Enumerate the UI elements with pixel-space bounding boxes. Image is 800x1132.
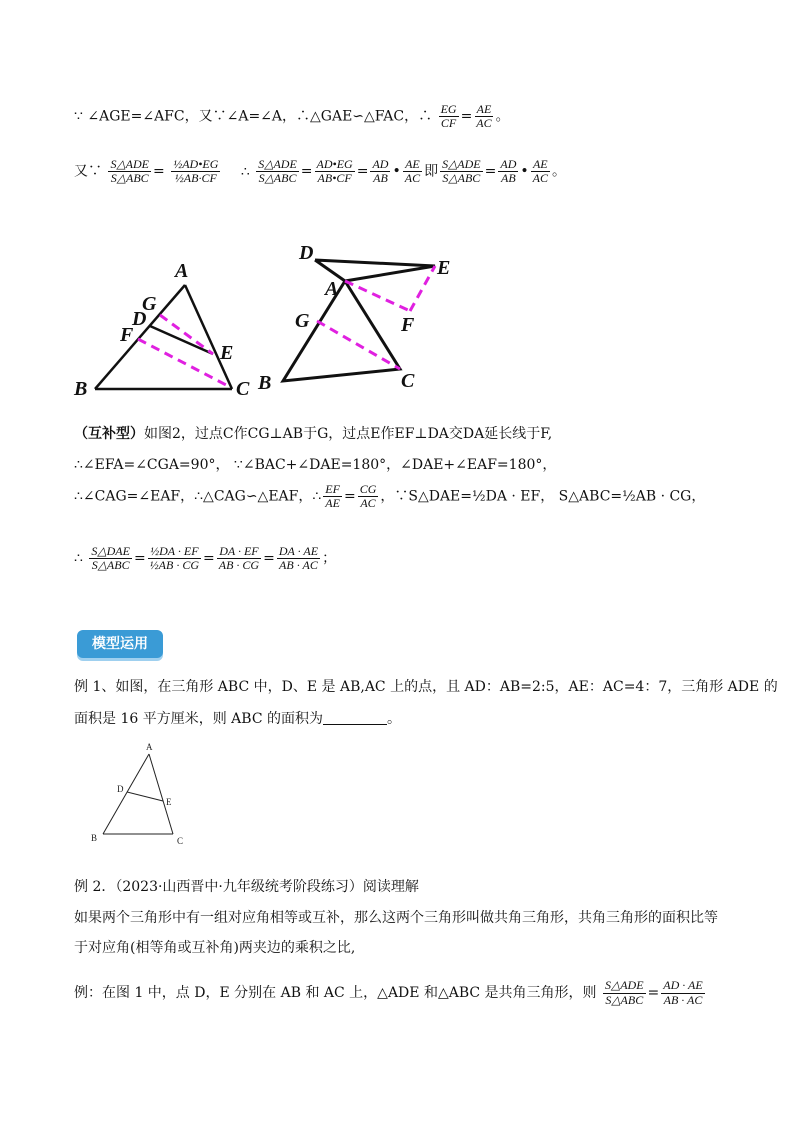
frac-num: AD•EG xyxy=(316,157,353,171)
dashed-gc xyxy=(317,321,400,369)
sabc-text: S△ABC= xyxy=(558,488,623,505)
segment-de xyxy=(150,326,213,354)
frac-den: AB · AC xyxy=(279,558,318,573)
fraction-r3b xyxy=(403,158,422,185)
side-ac xyxy=(149,754,173,834)
hubu-text: 如图2，过点C作CG⊥AB于G，过点E作EF⊥DA交DA延长线于F, xyxy=(144,426,553,442)
frac-num: S△ADE xyxy=(258,157,297,171)
side-ab xyxy=(103,754,149,834)
line-final-ratio: ∴ $\frac{\text{S△DAE}}{\text{S△ABC}}$ = $\frac{\text{½DA · EF}}{\text{½AB · CG}}$ = $\frac{DA \cdot EF}{AB \cdot CG}$ = $\frac{DA \cdot AE}{AB \cdot AC}$ ； xyxy=(74,544,337,573)
fraction-f2 xyxy=(148,545,201,572)
figure-3-triangle xyxy=(85,740,195,850)
half-1: ½ xyxy=(472,488,486,505)
fraction-r5b xyxy=(531,158,550,185)
fraction-eg-cf xyxy=(439,103,459,130)
line1-prefix: ∵ ∠AGE=∠AFC，又∵∠A=∠A，∴△GAE∽△FAC，∴ xyxy=(74,108,433,125)
period: 。 xyxy=(387,711,401,727)
frac-den: AC xyxy=(404,171,421,186)
period: 。 xyxy=(495,108,510,125)
ab-cg: AB · CG， xyxy=(635,488,706,505)
label-f: F xyxy=(401,314,415,336)
fraction-f1 xyxy=(89,545,132,572)
semicolon: ； xyxy=(322,550,337,567)
frac-den: AB xyxy=(373,171,388,186)
frac-num: AE xyxy=(476,102,492,116)
equals: = xyxy=(460,108,473,125)
therefore: ∴ xyxy=(240,163,250,180)
period: 。 xyxy=(551,163,566,180)
therefore: ∴ xyxy=(74,550,83,567)
model-application-badge: 模型运用 xyxy=(77,630,163,658)
example2-p3: 例：在图 1 中，点 D，E 分别在 AB 和 AC 上，△ADE 和△ABC 是共角三角形，则 $\frac{\text{S△ADE}}{\text{S△ABC}}$ = $\frac{AD \cdot AE}{AB \cdot AC}$ xyxy=(74,978,703,1007)
frac-den: S△ABC xyxy=(258,171,297,186)
sdae-text: ，∵S△DAE= xyxy=(380,488,473,505)
answer-blank[interactable] xyxy=(323,710,387,725)
label-c: C xyxy=(236,378,250,400)
side-ab xyxy=(95,285,185,389)
frac-num: ½DA · EF xyxy=(150,544,199,558)
example2-p1: 如果两个三角形中有一组对应角相等或互补，那么这两个三角形叫做共角三角形，共角三角形的面积比等 xyxy=(74,910,718,926)
da-ef: DA · EF， xyxy=(485,488,555,505)
label-a: A xyxy=(325,278,339,300)
frac-den: ½AB · CG xyxy=(149,558,200,573)
example2-p3-text: 例：在图 1 中，点 D，E 分别在 AB 和 AC 上，△ADE 和△ABC 是共角三角形，则 xyxy=(74,985,597,1001)
frac-num: AE xyxy=(405,157,420,171)
frac-num: EG xyxy=(440,102,457,116)
frac-den: AB · CG xyxy=(218,558,260,573)
frac-den: AC xyxy=(532,171,548,186)
fraction-ef-ae xyxy=(323,483,342,510)
fraction-f3 xyxy=(217,545,261,572)
frac-num: S△ADE xyxy=(442,157,481,171)
label-a: A xyxy=(175,260,189,282)
figure-1-triangle xyxy=(70,255,270,400)
frac-num: S△ADE xyxy=(110,157,150,171)
line-similar-agf xyxy=(74,103,510,130)
half-2: ½ xyxy=(622,488,636,505)
frac-num: DA · AE xyxy=(278,544,319,558)
segment-de xyxy=(127,792,163,801)
label-c: C xyxy=(401,370,415,392)
frac-num: S△ADE xyxy=(604,978,644,993)
fraction-f4 xyxy=(277,545,320,572)
frac-den: AC xyxy=(476,116,492,131)
dashed-ef xyxy=(410,266,435,311)
dashed-fc xyxy=(138,339,230,387)
label-d: D xyxy=(117,784,124,794)
frac-num: AD · AE xyxy=(663,978,703,993)
label-a: A xyxy=(146,742,153,752)
label-d: D xyxy=(299,242,314,264)
frac-num: AE xyxy=(532,157,548,171)
para-hubu xyxy=(74,423,552,443)
fraction-r3a xyxy=(370,158,390,185)
frac-den: ½AB·CF xyxy=(174,171,217,186)
figure-2-complementary xyxy=(255,235,485,395)
fraction-r2 xyxy=(315,158,355,185)
frac-den: S△ABC xyxy=(110,171,149,186)
frac-den: AE xyxy=(325,496,340,511)
frac-num: ½AD•EG xyxy=(173,157,219,171)
frac-num: S△DAE xyxy=(91,544,130,558)
label-g: G xyxy=(295,310,310,332)
fraction-r1 xyxy=(256,158,299,185)
example2-p2: 于对应角(相等角或互补角)两夹边的乘积之比, xyxy=(74,940,356,956)
label-e: E xyxy=(166,797,172,807)
line-cag: ∴∠CAG=∠EAF，∴△CAG∽△EAF，∴ $\frac{EF}{AE}$ = $\frac{CG}{AC}$ ，∵S△DAE=½DA · EF， S△ABC=½AB · CG， xyxy=(74,482,706,511)
fraction-ae-ac xyxy=(474,103,493,130)
line2-prefix: 又∵ xyxy=(74,163,102,180)
fraction-r5a xyxy=(498,158,518,185)
label-b: B xyxy=(258,372,272,394)
ji-word: 即 xyxy=(424,163,439,180)
frac-num: CG xyxy=(359,482,377,496)
label-d: D xyxy=(132,308,147,330)
label-e: E xyxy=(220,342,234,364)
example1-line1: 例 1、如图，在三角形 ABC 中，D、E 是 AB,AC 上的点，且 AD：AB=2:5，AE：AC=4：7，三角形 ADE 的 xyxy=(74,679,778,695)
example2-title: 例 2．（2023·山西晋中·九年级统考阶段练习）阅读理解 xyxy=(74,879,419,895)
frac-den: S△ABC xyxy=(91,558,130,573)
frac-den: S△ABC xyxy=(605,992,644,1007)
frac-den: AB · AC xyxy=(663,992,703,1007)
frac-den: CF xyxy=(440,116,457,131)
label-b: B xyxy=(74,378,88,400)
frac-num: DA · EF xyxy=(219,544,259,558)
frac-num: AD xyxy=(372,157,389,171)
line-area-ratio: 又∵ $\frac{\text{S△ADE}}{\text{S△ABC}}$ = $\frac{\text{½AD•EG}}{\text{½AB·CF}}$ ∴ $\frac{\text{S△ADE}}{\text{S△ABC}}$ = $\frac{AD•EG}{AB•CF}$ = $\frac{AD}{AB}$ • $\frac{AE}{AC}$ 即 $\frac{\text{S△ADE}}{\text{S△ABC}}$ = $\frac{AD}{AB}$ • $\frac{AE}{AC}$ 。 xyxy=(74,157,566,186)
hubu-title: （互补型） xyxy=(74,426,144,442)
frac-num: AD xyxy=(500,157,517,171)
label-c: C xyxy=(177,836,184,846)
frac-den: AC xyxy=(360,496,376,511)
frac-den: S△ABC xyxy=(442,171,481,186)
label-f: F xyxy=(120,324,134,346)
fraction-s-ratio xyxy=(603,979,646,1006)
example1-text: 面积是 16 平方厘米，则 ABC 的面积为 xyxy=(74,711,323,727)
fraction-r4 xyxy=(440,158,483,185)
cag-prefix: ∴∠CAG=∠EAF，∴△CAG∽△EAF，∴ xyxy=(74,488,322,505)
label-e: E xyxy=(437,257,451,279)
frac-den: AB•CF xyxy=(317,171,352,186)
fraction-half-product xyxy=(171,158,220,185)
frac-den: AB xyxy=(501,171,516,186)
fraction-lhs xyxy=(108,158,151,185)
frac-num: EF xyxy=(325,482,340,496)
label-b: B xyxy=(91,833,98,843)
fraction-product-ratio xyxy=(661,979,704,1006)
fraction-cg-ac xyxy=(358,483,379,510)
example1-line2 xyxy=(74,708,401,728)
label-g: G xyxy=(142,293,157,315)
line-efa: ∴∠EFA=∠CGA=90°， ∵∠BAC+∠DAE=180°，∠DAE+∠EAF=180°， xyxy=(74,457,557,473)
